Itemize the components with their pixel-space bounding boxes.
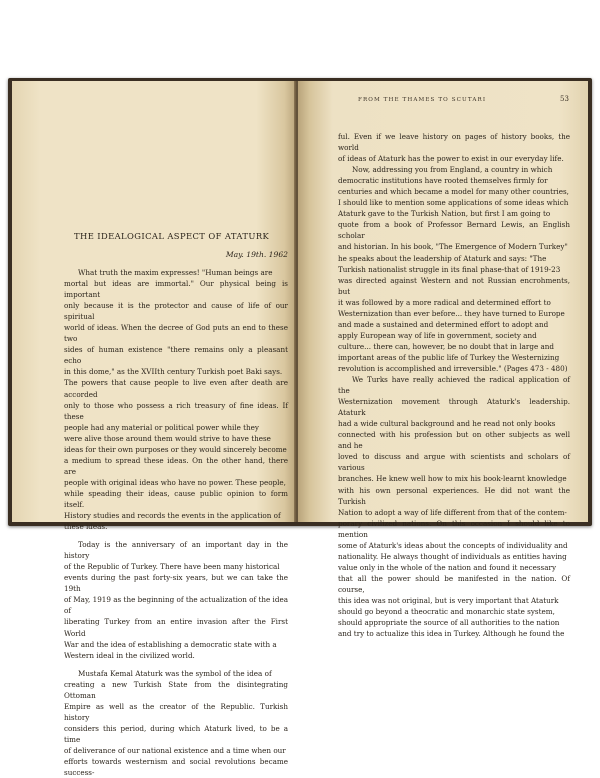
line: he speaks about the leadership of Ataturk and says: "The (338, 253, 547, 263)
line: What truth the maxim expresses! "Human beings are (78, 268, 273, 277)
line: We Turks have really achieved the radical application of the (338, 375, 570, 396)
line: liberating Turkey from an entire invasion after the First World (64, 617, 288, 638)
line: of ideas of Ataturk has the power to exist in our everyday life. (338, 154, 564, 164)
line: world of ideas. When the decree of God puts an end to these two (64, 323, 288, 344)
running-head: FROM THE THAMES TO SCUTARI (358, 97, 487, 103)
line: quote from a book of Professor Bernard Lewis, an English scholar (338, 220, 570, 241)
line: were alive those around them would strive to have these (64, 433, 271, 443)
line: ful. Even if we leave history on pages of history books, the world (338, 132, 570, 153)
line: value only in the whole of the nation and found it necessary (338, 562, 557, 572)
line: and historian. In his book, "The Emergence of Modern Turkey" (338, 242, 568, 252)
line: and made a sustained and determined effort to adopt and (338, 319, 549, 329)
line: porary civilized nations. On this occasion I should like to mention (338, 518, 570, 539)
paragraph (338, 164, 570, 374)
paragraph (64, 668, 288, 778)
line: events during the past forty-six years, but we can take the 19th (64, 573, 288, 594)
line: important areas of the public life of Turkey the Westernizing (338, 352, 560, 362)
line: nationality. He always thought of individuals as entities having (338, 551, 567, 561)
line: creating a new Turkish State from the disintegrating Ottoman (64, 679, 288, 700)
line: War and the idea of establishing a democratic state with a (64, 639, 277, 649)
line: The powers that cause people to live even after death are accorded (64, 378, 288, 399)
line: that all the power should be manifested in the nation. Of course, (338, 573, 570, 594)
line: revolution is accomplished and irreversible." (Pages 473 - 480) (338, 363, 568, 373)
line: Turkish nationalist struggle in its final phase-that of 1919-23 (338, 264, 561, 274)
line: centuries and which became a model for many other countries, (338, 187, 569, 197)
line: it was followed by a more radical and determined effort to (338, 297, 551, 307)
line: loved to discuss and argue with scientists and scholars of various (338, 452, 570, 473)
line: should go beyond a theocratic and monarchic state system, (338, 607, 555, 617)
line: I should like to mention some applications of some ideas which (338, 198, 569, 208)
line: Empire as well as the creator of the Republic. Turkish history (64, 701, 288, 722)
line: while speading their ideas, cause public opinion to form itself. (64, 488, 288, 509)
line: this idea was not original, but is very important that Ataturk (338, 595, 559, 605)
line: a medium to spread these ideas. On the other hand, there are (64, 455, 288, 476)
right-page-body (338, 131, 570, 639)
line: mortal but ideas are immortal." Our physical being is important (64, 279, 288, 300)
line: people with original ideas who have no power. These people, (64, 477, 286, 487)
line: in this dome," as the XVIIth century Turkish poet Baki says. (64, 367, 283, 377)
line: ideas for their own purposes or they would sincerely become (64, 444, 287, 454)
line: only to those who possess a rich treasury of fine ideas. If these (64, 400, 288, 421)
line: was directed against Western and not Russian encrohments, but (338, 275, 570, 296)
article-title: THE IDEALOGICAL ASPECT OF ATATURK (74, 231, 270, 241)
line: Now, addressing you from England, a country in which (352, 165, 553, 175)
article-date: May. 19th. 1962 (225, 250, 288, 259)
line: had a wide cultural background and he read not only books (338, 419, 556, 429)
line: Today is the anniversary of an important day in the history (64, 540, 288, 561)
line: Mustafa Kemal Ataturk was the symbol of the idea of (78, 668, 272, 678)
line: Western ideal in the civilized world. (64, 650, 195, 660)
open-book (8, 78, 592, 778)
line: branches. He knew well how to mix his book-learnt knowledge (338, 474, 567, 484)
left-page (12, 81, 296, 778)
line: these ideas. (64, 522, 108, 532)
line: Nation to adopt a way of life different from that of the contem- (338, 507, 567, 517)
line: some of Ataturk's ideas about the concepts of individuality and (338, 540, 568, 550)
line: History studies and records the events in the application of (64, 511, 281, 521)
page-number: 53 (560, 95, 569, 103)
line: of May, 1919 as the beginning of the actualization of the idea of (64, 595, 288, 616)
line: of deliverance of our national existence and a time when our (64, 745, 286, 755)
line: Westernization movement through Ataturk's leadership. Ataturk (338, 397, 570, 418)
line: and try to actualize this idea in Turkey. Although he found the (338, 629, 565, 639)
line: people had any material or political power while they (64, 422, 259, 432)
line: efforts towards westernism and social revolutions became success- (64, 757, 288, 778)
line: considers this period, during which Ataturk lived, to be a time (64, 723, 288, 744)
line: democratic institutions have rooted themselves firmly for (338, 176, 548, 186)
line: Westernization than ever before... they have turned to Europe (338, 308, 565, 318)
paragraph (338, 374, 570, 639)
line: apply European way of life in government, society and (338, 330, 537, 340)
line: of the Republic of Turkey. There have been many historical (64, 562, 280, 572)
paragraph (338, 131, 570, 164)
paragraph (64, 267, 288, 532)
line: culture... there can, however, be no doubt that in large and (338, 341, 555, 351)
right-page (298, 81, 588, 639)
paragraph (64, 539, 288, 661)
line: only because it is the protector and cause of life of our spiritual (64, 301, 288, 322)
left-page-body (64, 267, 288, 778)
line: Ataturk gave to the Turkish Nation, but first I am going to (338, 209, 551, 219)
line: should appropriate the source of all authorities to the nation (338, 618, 560, 628)
line: sides of human existence "there remains only a pleasant echo (64, 345, 288, 366)
line: connected with his profession but on other subjects as well and he (338, 430, 570, 451)
line: with his own personal experiences. He did not want the Turkish (338, 485, 570, 506)
